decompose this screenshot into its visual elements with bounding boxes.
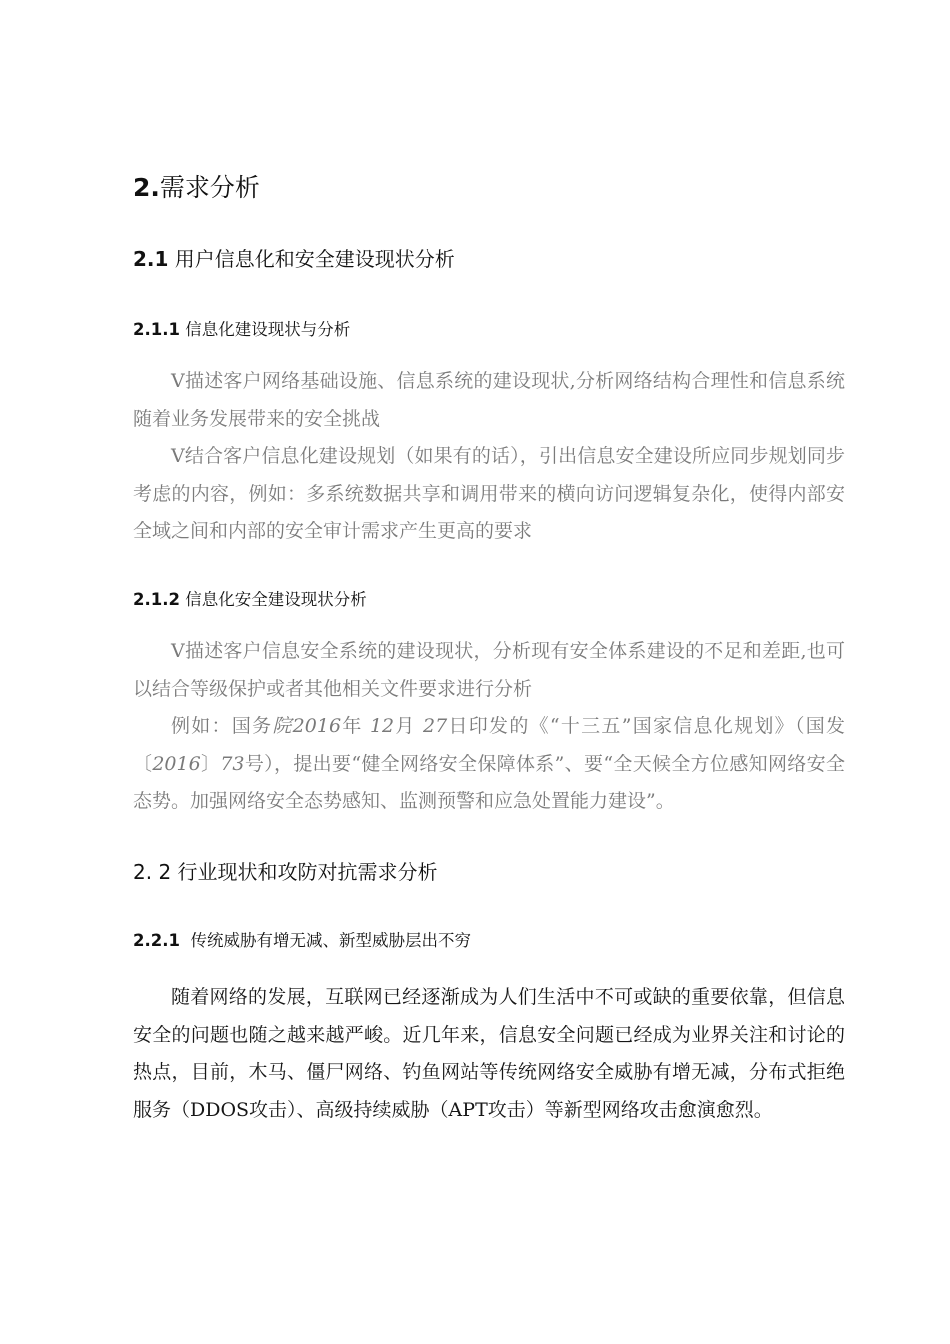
section-number: 2. xyxy=(133,173,160,202)
section-title: 需求分析 xyxy=(159,173,260,202)
text-run-italic: 院2016 xyxy=(272,715,342,737)
text-run-italic: 27 xyxy=(423,715,448,737)
subsection-number: 2. 2 xyxy=(133,860,172,884)
subsection-heading-2-2 xyxy=(133,856,438,885)
subsubsection-title: 信息化安全建设现状分析 xyxy=(185,590,367,609)
text-run-italic: 73 xyxy=(220,752,245,775)
section-heading-2 xyxy=(133,168,260,204)
paragraph-2-1-1-b: V结合客户信息化建设规划（如果有的话），引出信息安全建设所应同步规划同步考虑的内容，例如：多系统数据共享和调用带来的横向访问逻辑复杂化，使得内部安全域之间和内部的安全审计需求产生更高的要求 xyxy=(133,445,845,542)
text-run-italic: 12 xyxy=(369,715,395,737)
subsection-heading-2-1 xyxy=(133,243,455,272)
subsubsection-heading-2-1-2 xyxy=(133,586,367,610)
text-run: 〕 xyxy=(200,752,221,775)
subsubsection-number: 2.2.1 xyxy=(133,931,180,950)
subsection-number: 2.1 xyxy=(133,247,169,271)
subsubsection-heading-2-2-1 xyxy=(133,927,471,951)
paragraph-2-1-2-b xyxy=(133,708,845,821)
subsubsection-title: 传统威胁有增无减、新型威胁层出不穷 xyxy=(190,931,471,950)
text-run: 例如：国务 xyxy=(171,715,273,737)
paragraph-2-1-1-a: V描述客户网络基础设施、信息系统的建设现状,分析网络结构合理性和信息系统随着业务发展带来的安全挑战 xyxy=(133,370,845,430)
subsubsection-number: 2.1.1 xyxy=(133,320,180,339)
subsection-title: 行业现状和攻防对抗需求分析 xyxy=(177,860,438,884)
subsubsection-number: 2.1.2 xyxy=(133,590,180,609)
text-run: 号），提出要“健全网络安全保障体系”、要“全天候全方位感知网络安全态势。加强网络安全态势感知、监测预警和应急处置能力建设”。 xyxy=(133,752,845,812)
text-run: 日印发的《“十三五”国家信息化规划》（国发〔 xyxy=(133,715,845,775)
subsubsection-heading-2-1-1 xyxy=(133,316,350,340)
text-run: 年 xyxy=(341,715,370,737)
text-run: 月 xyxy=(394,715,424,737)
subsection-title: 用户信息化和安全建设现状分析 xyxy=(174,247,455,271)
paragraph-2-1-2-a: V描述客户信息安全系统的建设现状，分析现有安全体系建设的不足和差距,也可以结合等级保护或者其他相关文件要求进行分析 xyxy=(133,640,845,700)
subsubsection-title: 信息化建设现状与分析 xyxy=(185,320,351,339)
text-run-italic: 2016 xyxy=(152,752,201,775)
paragraph-2-2-1: 随着网络的发展，互联网已经逐渐成为人们生活中不可或缺的重要依靠，但信息安全的问题也随之越来越严峻。近几年来，信息安全问题已经成为业界关注和讨论的热点，目前，木马、僵尸网络、钓鱼网站等传统网络安全威胁有增无减，分布式拒绝服务（DDOS攻击）、高级持续威胁（APT攻击）等新型网络攻击愈演愈烈。 xyxy=(133,986,845,1121)
